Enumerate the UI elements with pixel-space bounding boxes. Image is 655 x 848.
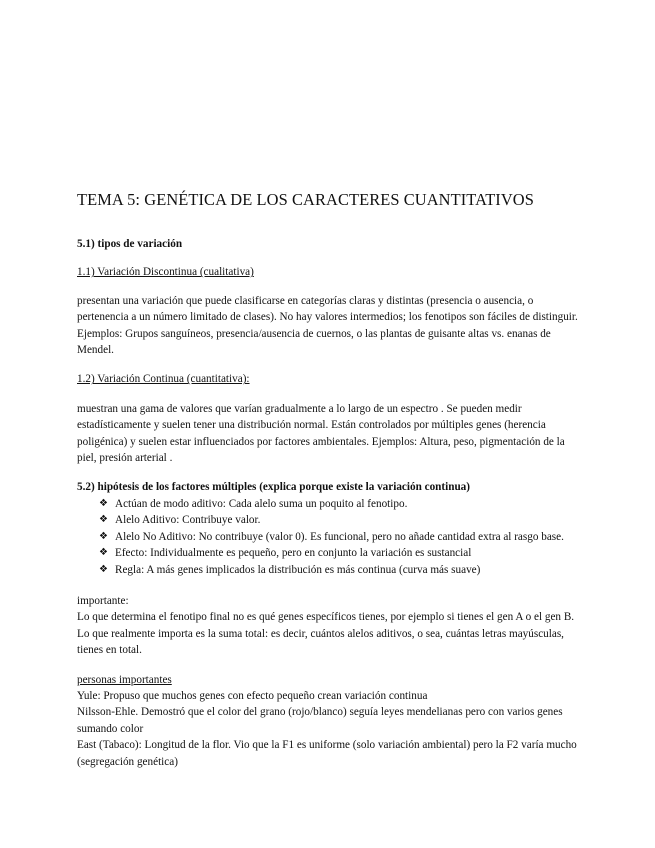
subsection-1-2-text: muestran una gama de valores que varían gradualmente a lo largo de un espectro . Se pueden medir estadísticamente y suelen tener una distribución normal. Están controlados por múltiples genes (herencia poligénica) y suelen estar influenciados por factores ambientales. Ejemplos: Altura, peso, pigmentación de la piel, presión arterial . bbox=[77, 402, 565, 465]
subsection-1-1-heading: 1.1) Variación Discontinua (cualitativa) bbox=[77, 266, 254, 279]
list-item-text: Alelo No Aditivo: No contribuye (valor 0). Es funcional, pero no añade cantidad extra al rasgo base. bbox=[115, 530, 564, 543]
diamond-bullet-icon: ❖ bbox=[99, 547, 108, 559]
list-item-text: Efecto: Individualmente es pequeño, pero en conjunto la variación es sustancial bbox=[115, 547, 472, 560]
importante-label: importante: bbox=[77, 594, 129, 607]
document-content bbox=[77, 190, 582, 770]
diamond-bullet-icon: ❖ bbox=[99, 530, 108, 542]
list-item-text: Alelo Aditivo: Contribuye valor. bbox=[115, 514, 261, 527]
subsection-1-1-text: presentan una variación que puede clasificarse en categorías claras y distintas (presencia o ausencia, o pertenencia a un número limitado de clases). No hay valores intermedios; los fenotipos son fáciles de distinguir. Ejemplos: Grupos sanguíneos, presencia/ausencia de cuernos, o las plantas de guisante altas vs. enanas de Mendel. bbox=[77, 294, 578, 357]
persona-yule: Yule: Propuso que muchos genes con efecto pequeño crean variación continua bbox=[77, 689, 428, 702]
persona-nilsson-ehle: Nilsson-Ehle. Demostró que el color del grano (rojo/blanco) seguía leyes mendelianas pero con varios genes sumando color bbox=[77, 706, 563, 735]
list-item-text: Regla: A más genes implicados la distribución es más continua (curva más suave) bbox=[115, 563, 481, 576]
list-item bbox=[99, 545, 582, 561]
list-item bbox=[99, 512, 582, 528]
list-item bbox=[99, 562, 582, 578]
importante-text: Lo que determina el fenotipo final no es qué genes específicos tienes, por ejemplo si tienes el gen A o el gen B. Lo que realmente importa es la suma total: es decir, cuántos alelos aditivos, o sea, cuántas letras mayúsculas, tienes en total. bbox=[77, 611, 575, 657]
personas-heading: personas importantes bbox=[77, 673, 172, 686]
diamond-bullet-icon: ❖ bbox=[99, 497, 108, 509]
diamond-bullet-icon: ❖ bbox=[99, 514, 108, 526]
factors-bullet-list bbox=[77, 496, 582, 578]
subsection-1-2-heading: 1.2) Variación Continua (cuantitativa): bbox=[77, 373, 250, 386]
section-5-2-heading: 5.2) hipótesis de los factores múltiples (explica porque existe la variación continua) bbox=[77, 481, 470, 494]
list-item-text: Actúan de modo aditivo: Cada alelo suma un poquito al fenotipo. bbox=[115, 497, 408, 510]
persona-east: East (Tabaco): Longitud de la flor. Vio que la F1 es uniforme (solo variación ambiental) pero la F2 varía mucho (segregación genética) bbox=[77, 739, 577, 768]
diamond-bullet-icon: ❖ bbox=[99, 563, 108, 575]
section-5-1-heading: 5.1) tipos de variación bbox=[77, 238, 183, 250]
list-item bbox=[99, 529, 582, 545]
list-item bbox=[99, 496, 582, 512]
page-title: TEMA 5: GENÉTICA DE LOS CARACTERES CUANTITATIVOS bbox=[77, 190, 534, 209]
